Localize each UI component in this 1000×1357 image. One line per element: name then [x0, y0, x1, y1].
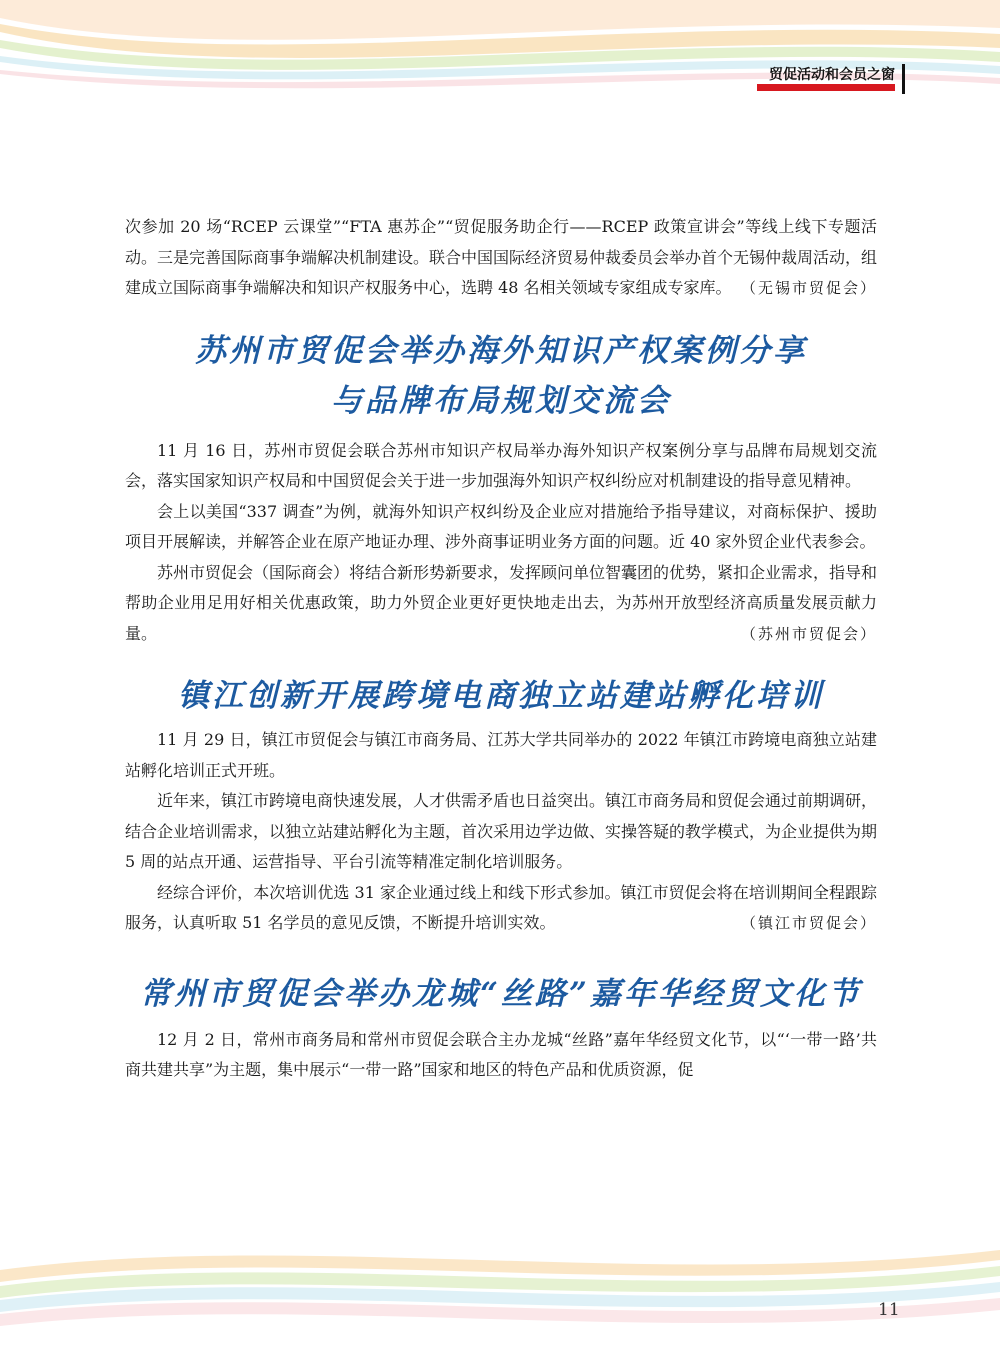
article-1-title-line1: 苏州市贸促会举办海外知识产权案例分享: [195, 332, 807, 369]
page-number: 11: [878, 1300, 900, 1320]
article-2-paragraph-1: 11 月 29 日，镇江市贸促会与镇江市商务局、江苏大学共同举办的 2022 年镇江市跨境电商独立站建站孵化培训正式开班。: [125, 730, 877, 780]
article-2-source: （镇江市贸促会）: [740, 914, 877, 932]
bottom-rainbow-wave-decoration: [0, 1230, 1000, 1357]
section-tag-red-bar: [757, 84, 895, 91]
article-content: [125, 212, 877, 1086]
article-1-paragraph-1: 11 月 16 日，苏州市贸促会联合苏州市知识产权局举办海外知识产权案例分享与品牌布局规划交流会，落实国家知识产权局和中国贸促会关于进一步加强海外知识产权纠纷应对机制建设的指导意见精神。: [125, 440, 877, 490]
article-3-paragraph-1: 12 月 2 日，常州市商务局和常州市贸促会联合主办龙城“丝路”嘉年华经贸文化节，以“‘一带一路’共商共建共享”为主题，集中展示“一带一路”国家和地区的特色产品和优质资源，促: [125, 1029, 877, 1079]
section-tag-divider: [902, 64, 905, 94]
article-1-paragraph-3: 苏州市贸促会（国际商会）将结合新形势新要求，发挥顾问单位智囊团的优势，紧扣企业需求，指导和帮助企业用足用好相关优惠政策，助力外贸企业更好更快地走出去，为苏州开放型经济高质量发展贡献力量。 （苏州市贸促会）: [125, 558, 877, 650]
article-2-title: 镇江创新开展跨境电商独立站建站孵化培训: [178, 678, 824, 714]
intro-source: （无锡市贸促会）: [740, 279, 877, 297]
article-3-title: 常州市贸促会举办龙城“丝路”嘉年华经贸文化节: [140, 975, 862, 1012]
article-1-paragraph-2: 会上以美国“337 调查”为例，就海外知识产权纠纷及企业应对措施给予指导建议，对商标保护、援助项目开展解读，并解答企业在原产地证办理、涉外商事证明业务方面的问题。近 40 家外贸企业代表参会。: [125, 501, 877, 551]
top-rainbow-wave-decoration: [0, 0, 1000, 110]
article-1-title: [125, 326, 877, 426]
article-2-paragraph-2: 近年来，镇江市跨境电商快速发展，人才供需矛盾也日益突出。镇江市商务局和贸促会通过前期调研，结合企业培训需求，以独立站建站孵化为主题，首次采用边学边做、实操答疑的教学模式，为企业提供为期 5 周的站点开通、运营指导、平台引流等精准定制化培训服务。: [125, 791, 878, 871]
intro-paragraph: 次参加 20 场“RCEP 云课堂”“FTA 惠苏企”“贸促服务助企行——RCEP 政策宣讲会”等线上线下专题活动。三是完善国际商事争端解决机制建设。联合中国国际经济贸易仲裁委员会举办首个无锡仲裁周活动，组建成立国际商事争端解决和知识产权服务中心，选聘 48 名相关领域专家组成专家库。 （无锡市贸促会）: [125, 212, 877, 304]
article-1-title-line2: 与品牌布局规划交流会: [331, 382, 671, 419]
section-tag: 贸促活动和会员之窗: [769, 67, 895, 83]
article-1-source: （苏州市贸促会）: [740, 624, 877, 643]
article-2-paragraph-3: 经综合评价，本次培训优选 31 家企业通过线上和线下形式参加。镇江市贸促会将在培训期间全程跟踪服务，认真听取 51 名学员的意见反馈，不断提升培训实效。 （镇江市贸促会）: [125, 878, 877, 939]
